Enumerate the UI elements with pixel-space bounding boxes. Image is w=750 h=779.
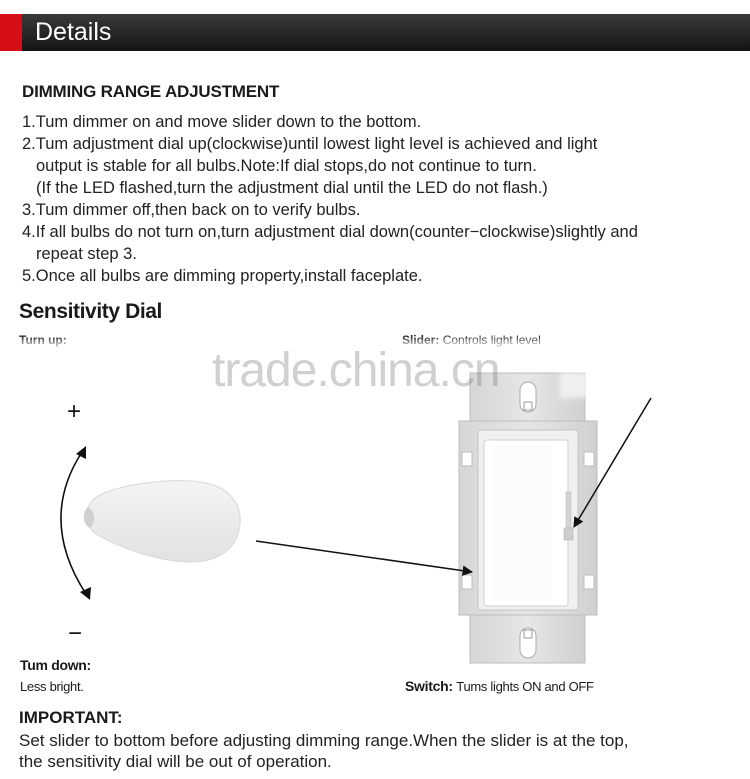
minus-sign: −	[68, 620, 83, 647]
blur-overlay	[560, 372, 630, 398]
step-line: 4.If all bulbs do not turn on,turn adjustment dial down(counter−clockwise)slightly and	[22, 223, 638, 241]
important-line: the sensitivity dial will be out of operation.	[19, 752, 332, 771]
important-text	[19, 730, 744, 772]
watermark: trade.china.cn	[212, 344, 500, 397]
dial-pointer-arrow	[256, 541, 472, 572]
important-heading: IMPORTANT:	[19, 708, 123, 727]
step-line: 5.Once all bulbs are dimming property,install faceplate.	[22, 267, 423, 285]
turn-down-label: Tum down:	[20, 657, 91, 673]
step-line: 3.Tum dimmer off,then back on to verify bulbs.	[22, 201, 361, 219]
step-line: 2.Tum adjustment dial up(clockwise)until lowest light level is achieved and light	[22, 135, 598, 153]
switch-label: Switch: Tums lights ON and OFF	[405, 678, 594, 694]
dimmer-switch-illustration	[459, 373, 597, 663]
step-line: output is stable for all bulbs.Note:If dial stops,do not continue to turn.	[36, 157, 537, 175]
sensitivity-dial-knob	[84, 481, 240, 562]
sensitivity-heading: Sensitivity Dial	[19, 300, 162, 323]
header-title: Details	[35, 18, 112, 46]
dimming-heading: DIMMING RANGE ADJUSTMENT	[22, 82, 280, 101]
less-bright-label: Less bright.	[20, 679, 84, 694]
important-line: Set slider to bottom before adjusting dimming range.When the slider is at the top,	[19, 731, 629, 750]
step-line: (If the LED flashed,turn the adjustment dial until the LED do not flash.)	[36, 179, 548, 197]
step-line: 1.Tum dimmer on and move slider down to the bottom.	[22, 113, 422, 131]
step-line: repeat step 3.	[36, 245, 137, 263]
plus-sign: +	[67, 398, 82, 425]
